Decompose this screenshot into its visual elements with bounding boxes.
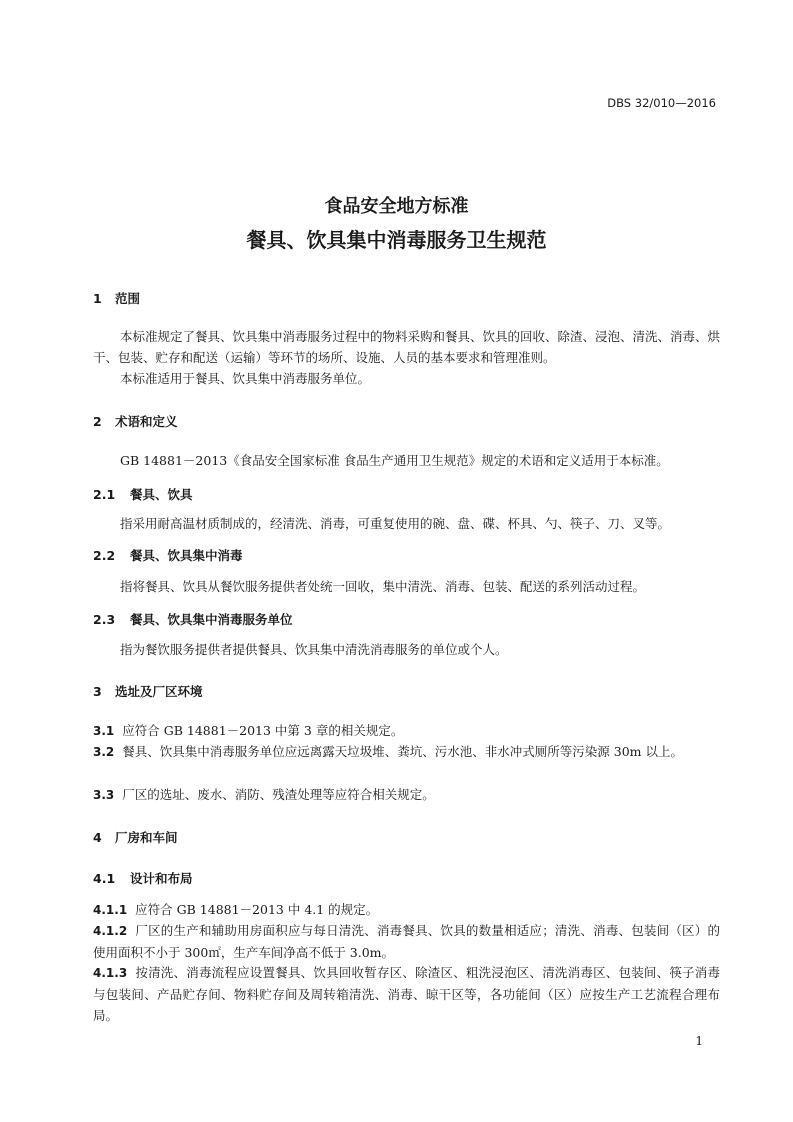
- subsection-heading-2-2: [93, 546, 243, 564]
- paragraph: 本标准规定了餐具、饮具集中消毒服务过程中的物料采购和餐具、饮具的回收、除渣、浸泡、清洗、消毒、烘干、包装、贮存和配送（运输）等环节的场所、设施、人员的基本要求和管理准则。: [93, 329, 721, 365]
- clause-text: 应符合 GB 14881－2013 中第 3 章的相关规定。: [122, 723, 404, 738]
- clause-number: 4.1.1: [93, 903, 128, 917]
- section-number: 3: [93, 684, 102, 699]
- section-title: 餐具、饮具集中消毒: [130, 548, 243, 563]
- clause: [93, 741, 720, 763]
- document-title-line2: 餐具、饮具集中消毒服务卫生规范: [246, 228, 547, 252]
- document-code: DBS 32/010—2016: [607, 96, 716, 110]
- paragraph: 本标准适用于餐具、饮具集中消毒服务单位。: [120, 371, 371, 386]
- section-number: 2.1: [93, 487, 116, 502]
- paragraph: 指将餐具、饮具从餐饮服务提供者处统一回收，集中清洗、消毒、包装、配送的系列活动过程。: [120, 579, 646, 594]
- clause-number: 4.1.3: [93, 966, 128, 980]
- clause-text: 按清洗、消毒流程应设置餐具、饮具回收暂存区、除渣区、粗洗浸泡区、清洗消毒区、包装间、筷子消毒与包装间、产品贮存间、物料贮存间及周转箱清洗、消毒、晾干区等，各功能间（区）应按生产工艺流程合理布局。: [93, 965, 720, 1023]
- subsection-heading-4-1: [93, 869, 193, 887]
- clause-text: 厂区的生产和辅助用房面积应与每日清洗、消毒餐具、饮具的数量相适应；清洗、消毒、包装间（区）的使用面积不小于 300㎡，生产车间净高不低于 3.0m。: [93, 923, 720, 960]
- section-number: 2.2: [93, 548, 116, 563]
- section-number: 4.1: [93, 871, 116, 886]
- paragraph: 指采用耐高温材质制成的，经清洗、消毒，可重复使用的碗、盘、碟、杯具、勺、筷子、刀、叉等。: [120, 516, 671, 531]
- page-number: 1: [695, 1034, 703, 1048]
- section-heading-4: [93, 828, 178, 846]
- clause-number: 4.1.2: [93, 924, 128, 938]
- clause-text: 应符合 GB 14881－2013 中 4.1 的规定。: [135, 902, 379, 917]
- section-title: 厂房和车间: [115, 830, 178, 845]
- section-title: 餐具、饮具: [130, 487, 193, 502]
- clause-number: 3.3: [93, 788, 115, 802]
- section-title: 范围: [115, 291, 141, 306]
- clause: [93, 962, 720, 1026]
- clause: [93, 920, 720, 963]
- section-title: 选址及厂区环境: [115, 684, 203, 699]
- clause-text: 厂区的选址、废水、消防、残渣处理等应符合相关规定。: [122, 787, 435, 802]
- paragraph: GB 14881－2013《食品安全国家标准 食品生产通用卫生规范》规定的术语和定义适用于本标准。: [120, 453, 669, 468]
- clause-number: 3.1: [93, 724, 115, 738]
- clause-number: 3.2: [93, 745, 115, 759]
- paragraph: 指为餐饮服务提供者提供餐具、饮具集中清洗消毒服务的单位或个人。: [120, 642, 508, 657]
- subsection-heading-2-1: [93, 485, 193, 503]
- section-number: 1: [93, 291, 102, 306]
- clause: [93, 784, 720, 806]
- document-title-line1: 食品安全地方标准: [324, 196, 469, 217]
- section-number: 2: [93, 414, 102, 429]
- section-heading-1: [93, 289, 140, 307]
- clause-text: 餐具、饮具集中消毒服务单位应远离露天垃圾堆、粪坑、污水池、非水冲式厕所等污染源 30m 以上。: [122, 744, 683, 759]
- subsection-heading-2-3: [93, 610, 293, 628]
- section-number: 2.3: [93, 612, 116, 627]
- section-heading-2: [93, 412, 178, 430]
- clause: [93, 899, 720, 921]
- section-number: 4: [93, 830, 102, 845]
- section-title: 设计和布局: [130, 871, 193, 886]
- clause: [93, 720, 720, 742]
- section-title: 餐具、饮具集中消毒服务单位: [130, 612, 293, 627]
- section-title: 术语和定义: [115, 414, 178, 429]
- section-heading-3: [93, 682, 203, 700]
